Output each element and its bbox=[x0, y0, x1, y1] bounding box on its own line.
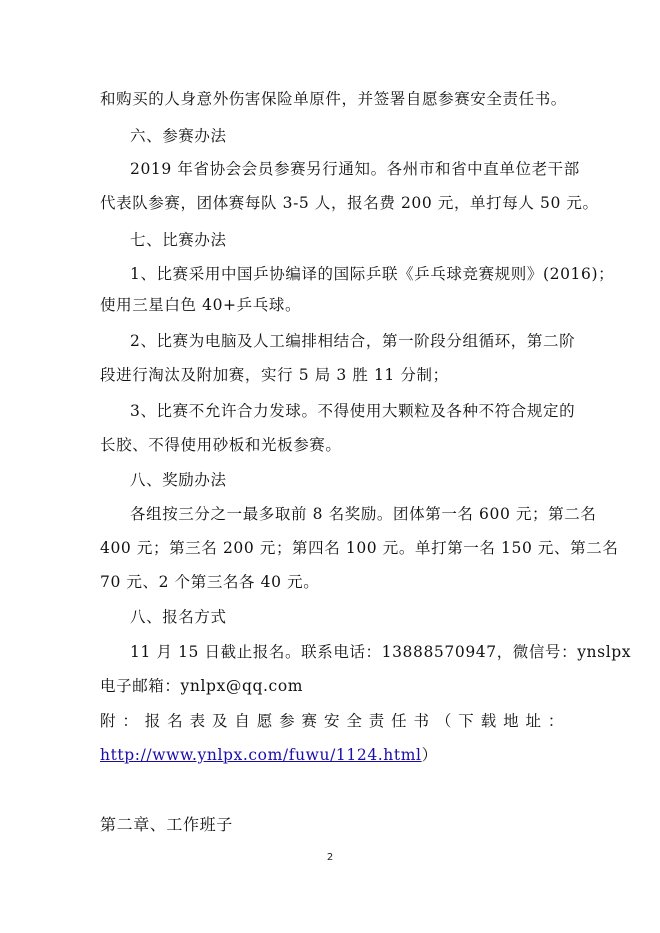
email-line: 电子邮箱：ynlpx@qq.com bbox=[100, 677, 304, 695]
paragraph-line: 70 元、2 个第三名各 40 元。 bbox=[100, 573, 320, 591]
section-heading-competition: 七、比赛办法 bbox=[130, 231, 227, 249]
chapter-heading: 第二章、工作班子 bbox=[100, 815, 233, 834]
paragraph-line: 使用三星白色 40+乒乓球。 bbox=[100, 296, 302, 314]
section-heading-awards: 八、奖励办法 bbox=[130, 471, 227, 489]
section-heading-participation: 六、参赛办法 bbox=[130, 127, 227, 145]
paragraph-line: 和购买的人身意外伤害保险单原件，并签署自愿参赛安全责任书。 bbox=[100, 90, 567, 108]
page-number: 2 bbox=[326, 852, 334, 863]
paragraph-line: 11 月 15 日截止报名。联系电话：13888570947，微信号：ynslpx bbox=[130, 643, 632, 661]
closing-paren: ） bbox=[421, 746, 438, 764]
paragraph-line: 1、比赛采用中国乒协编译的国际乒联《乒乓球竞赛规则》(2016)； bbox=[130, 265, 615, 283]
download-link[interactable]: http://www.ynlpx.com/fuwu/1124.html bbox=[100, 746, 422, 764]
download-line bbox=[100, 744, 564, 766]
paragraph-line: 2019 年省协会会员参赛另行通知。各州市和省中直单位老干部 bbox=[130, 160, 580, 178]
paragraph-line: 代表队参赛，团体赛每队 3-5 人，报名费 200 元，单打每人 50 元。 bbox=[100, 194, 599, 212]
paragraph-line: 2、比赛为电脑及人工编排相结合，第一阶段分组循环，第二阶 bbox=[130, 332, 576, 350]
paragraph-line: 400 元；第三名 200 元；第四名 100 元。单打第一名 150 元、第二名 bbox=[100, 539, 619, 557]
paragraph-line: 各组按三分之一最多取前 8 名奖励。团体第一名 600 元；第二名 bbox=[130, 505, 597, 523]
section-heading-registration: 八、报名方式 bbox=[130, 608, 227, 626]
paragraph-line: 长胶、不得使用砂板和光板参赛。 bbox=[100, 436, 342, 454]
attachment-line: 附 ： 报 名 表 及 自 愿 参 赛 安 全 责 任 书 （ 下 载 地 址 ： bbox=[100, 712, 564, 730]
paragraph-line: 段进行淘汰及附加赛，实行 5 局 3 胜 11 分制； bbox=[100, 366, 449, 384]
paragraph-line: 3、比赛不允许合力发球。不得使用大颗粒及各种不符合规定的 bbox=[130, 402, 576, 420]
